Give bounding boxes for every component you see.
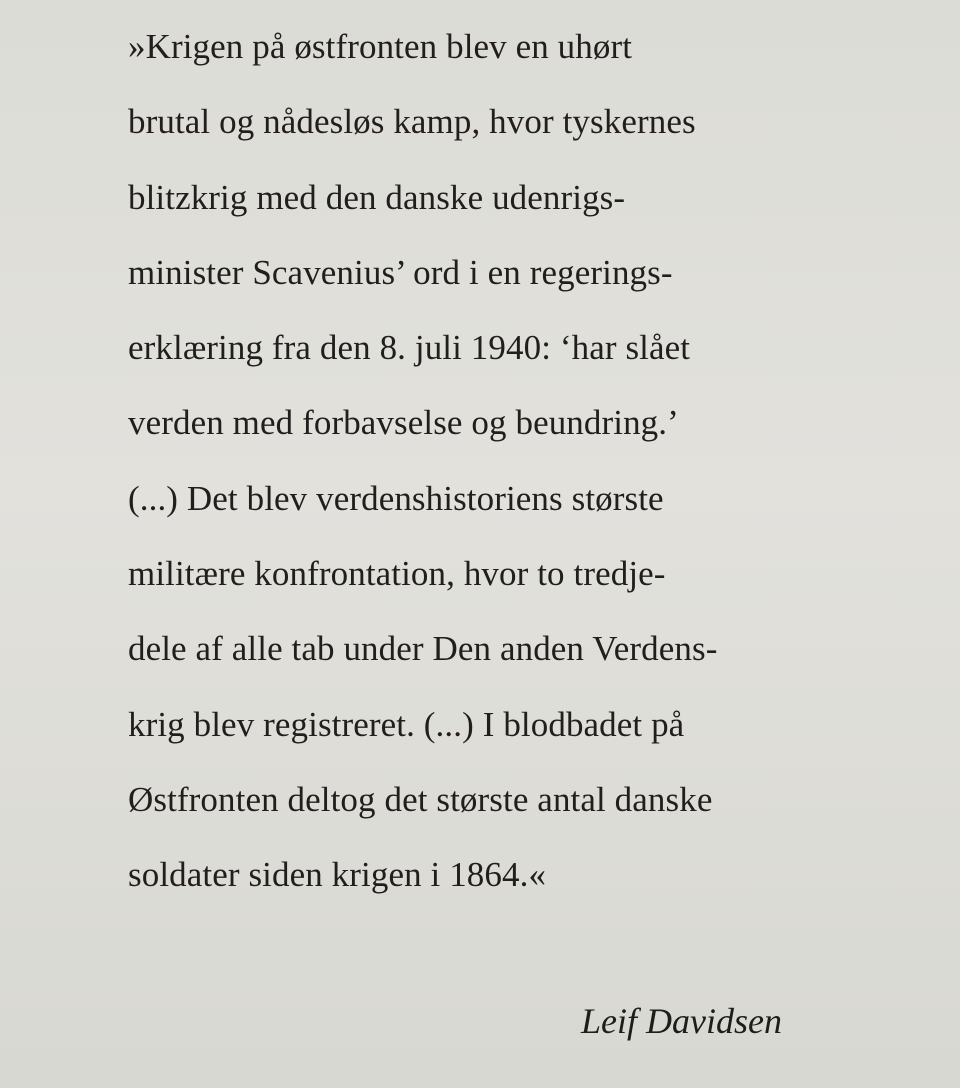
quote-line: (...) Det blev verdenshistoriens største	[128, 478, 664, 518]
quote-line: brutal og nådesløs kamp, hvor tyskernes	[128, 102, 696, 142]
quote-line: Østfronten deltog det største antal danske	[128, 779, 713, 819]
quote-line: soldater siden krigen i 1864.«	[128, 855, 547, 895]
quote-line: »Krigen på østfronten blev en uhørt	[128, 27, 633, 66]
quote-line: blitzkrig med den danske udenrigs-	[128, 177, 626, 217]
quote-line: verden med forbavselse og beundring.’	[128, 403, 679, 443]
quote-line: militære konfrontation, hvor to tredje-	[128, 554, 666, 594]
quote-line: dele af alle tab under Den anden Verdens-	[128, 629, 718, 669]
quote-line: krig blev registreret. (...) I blodbadet på	[128, 704, 685, 744]
quote-author: Leif Davidsen	[581, 1001, 782, 1041]
quote-block	[128, 22, 828, 926]
quote-line: erklæring fra den 8. juli 1940: ‘har slået	[128, 328, 691, 368]
quote-line: minister Scavenius’ ord i en regerings-	[128, 252, 673, 292]
